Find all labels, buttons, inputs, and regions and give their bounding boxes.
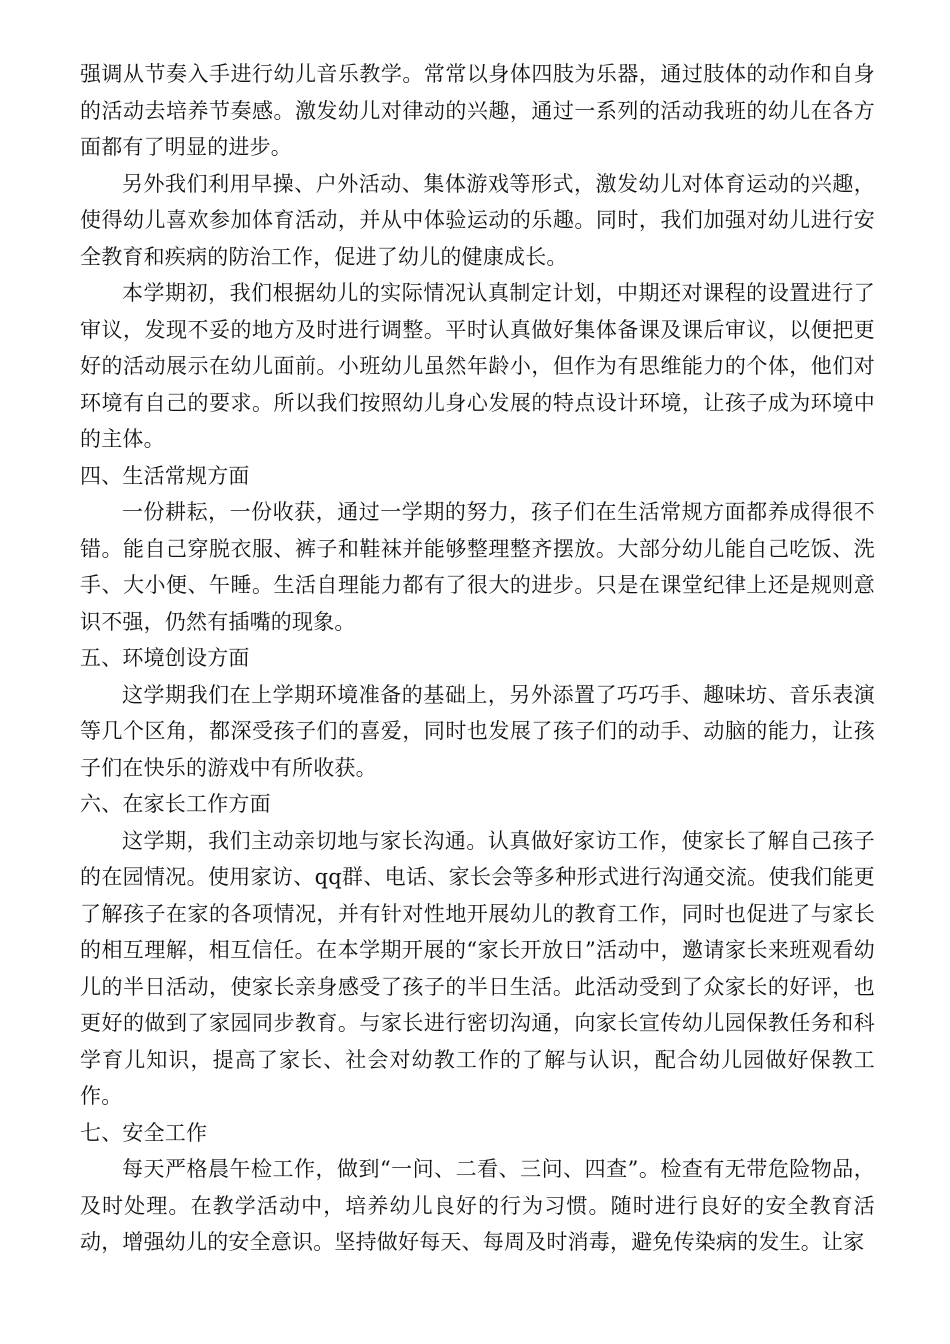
paragraph-safety: 每天严格晨午检工作，做到“一问、二看、三问、四查”。检查有无带危险物品，及时处理。在教学活动中，培养幼儿良好的行为习惯。随时进行良好的安全教育活动，增强幼儿的安全意识。坚持做好每天、每周及时消毒，避免传染病的发生。让家 — [80, 1157, 875, 1254]
section-heading-environment: 五、环境创设方面 — [80, 646, 250, 670]
paragraph-parent-work: 这学期，我们主动亲切地与家长沟通。认真做好家访工作，使家长了解自己孩子的在园情况。使用家访、qq群、电话、家长会等多种形式进行沟通交流。使我们能更了解孩子在家的各项情况，并有针对性地开展幼儿的教育工作，同时也促进了与家长的相互理解，相互信任。在本学期开展的“家长开放日”活动中，邀请家长来班观看幼儿的半日活动，使家长亲身感受了孩子的半日生活。此活动受到了众家长的好评，也更好的做到了家园同步教育。与家长进行密切沟通，向家长宣传幼儿园保教任务和科学育儿知识，提高了家长、社会对幼教工作的了解与认识，配合幼儿园做好保教工作。 — [80, 828, 875, 1108]
paragraph-music-rhythm: 强调从节奏入手进行幼儿音乐教学。常常以身体四肢为乐器，通过肢体的动作和自身的活动去培养节奏感。激发幼儿对律动的兴趣，通过一系列的活动我班的幼儿在各方面都有了明显的进步。 — [80, 62, 875, 159]
section-heading-parent-work: 六、在家长工作方面 — [80, 792, 271, 816]
paragraph-daily-routine: 一份耕耘，一份收获，通过一学期的努力，孩子们在生活常规方面都养成得很不错。能自己穿脱衣服、裤子和鞋袜并能够整理整齐摆放。大部分幼儿能自己吃饭、洗手、大小便、午睡。生活自理能力都有了很大的进步。只是在课堂纪律上还是规则意识不强，仍然有插嘴的现象。 — [80, 500, 875, 634]
paragraph-environment: 这学期我们在上学期环境准备的基础上，另外添置了巧巧手、趣味坊、音乐表演等几个区角，都深受孩子们的喜爱，同时也发展了孩子们的动手、动脑的能力，让孩子们在快乐的游戏中有所收获。 — [80, 682, 875, 780]
section-heading-safety: 七、安全工作 — [80, 1120, 208, 1145]
section-heading-daily-routine: 四、生活常规方面 — [80, 463, 250, 488]
document-page — [80, 56, 875, 1261]
paragraph-physical-activity: 另外我们利用早操、户外活动、集体游戏等形式，激发幼儿对体育运动的兴趣，使得幼儿喜欢参加体育活动，并从中体验运动的乐趣。同时，我们加强对幼儿进行安全教育和疾病的防治工作，促进了幼儿的健康成长。 — [80, 171, 875, 269]
paragraph-curriculum-planning: 本学期初，我们根据幼儿的实际情况认真制定计划，中期还对课程的设置进行了审议，发现不妥的地方及时进行调整。平时认真做好集体备课及课后审议，以便把更好的活动展示在幼儿面前。小班幼儿虽然年龄小，但作为有思维能力的个体，他们对环境有自己的要求。所以我们按照幼儿身心发展的特点设计环境，让孩子成为环境中的主体。 — [80, 281, 875, 451]
